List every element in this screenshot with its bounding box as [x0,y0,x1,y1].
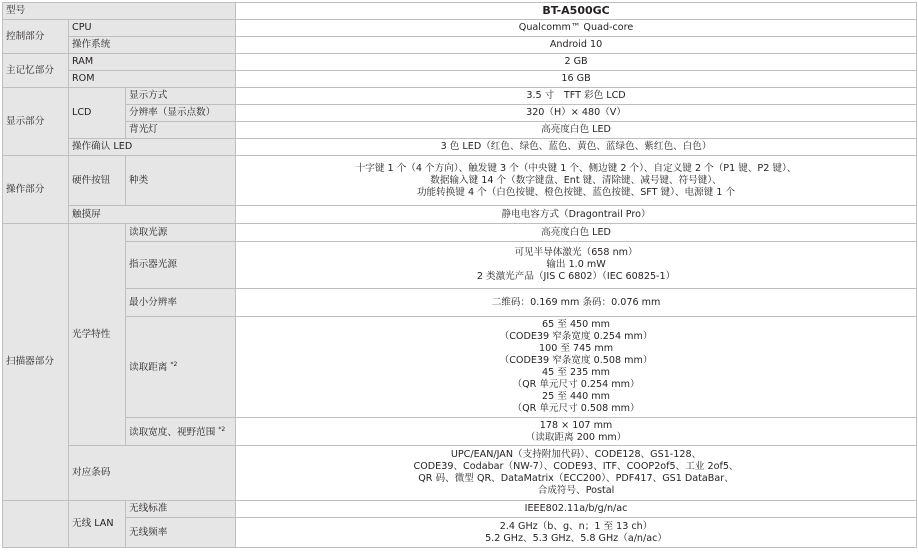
field-value [236,418,917,446]
confirm-led-row [3,139,917,156]
ram-row [3,54,917,71]
frequency-line: 5.2 GHz、5.3 GHz、5.8 GHz（a/n/ac） [485,532,667,544]
distance-line: （CODE39 窄条宽度 0.254 mm） [499,331,653,342]
touch-value: 静电电容方式（Dragontrail Pro） [236,206,917,224]
confirm-led-label: 操作确认 LED [69,139,236,156]
wireless-frequency-label: 无线频率 [126,518,236,548]
pointer-row [3,242,917,289]
pointer-line: 2 类激光产品（JIS C 6802）（IEC 60825-1） [476,271,676,282]
confirm-led-value: 3 色 LED（红色、绿色、蓝色、黄色、蓝绿色、紫红色、白色） [236,139,917,156]
wireless-standard-row [3,501,917,518]
resolution-value: 320（H）× 480（V） [236,105,917,122]
backlight-row [3,122,917,139]
pointer-line: 输出 1.0 mW [546,259,606,270]
display-mode-label: 显示方式 [126,88,236,105]
hardkeys-line: 功能转换键 4 个（白色按键、橙色按键、蓝色按键、SFT 键）、电源键 1 个 [416,186,736,198]
scanner-section-label: 扫描器部分 [3,224,69,501]
codes-label: 对应条码 [69,446,236,501]
cpu-label: CPU [69,20,236,37]
touch-row [3,206,917,224]
light-source-row [3,224,917,242]
codes-row [3,446,917,501]
light-source-value: 高亮度白色 LED [236,224,917,242]
pointer-value [236,242,917,289]
touch-label: 触摸屏 [69,206,236,224]
header-row [3,3,917,20]
wireless-standard-label: 无线标准 [126,501,236,518]
optical-label: 光学特性 [69,224,126,446]
min-resolution-value: 二维码：0.169 mm 条码：0.076 mm [236,289,917,317]
lcd-label: LCD [69,88,126,139]
backlight-value: 高亮度白色 LED [236,122,917,139]
operation-section-label: 操作部分 [3,156,69,224]
memory-section-label: 主记忆部分 [3,54,69,88]
cpu-row [3,20,917,37]
display-section-label: 显示部分 [3,88,69,156]
pointer-line: 可见半导体激光（658 nm） [514,247,638,258]
field-label: 读取宽度、视野范围 [129,427,216,439]
resolution-row [3,105,917,122]
distance-line: 65 至 450 mm [542,319,610,330]
frequency-line: 2.4 GHz（b、g、n；1 至 13 ch） [499,520,653,532]
resolution-label: 分辨率（显示点数） [126,105,236,122]
display-mode-value: 3.5 寸 TFT 彩色 LCD [236,88,917,105]
codes-value [236,446,917,501]
distance-row [3,317,917,418]
hardkeys-kind-label: 种类 [126,156,236,206]
os-value: Android 10 [236,37,917,54]
distance-label: 读取距离 [129,362,168,374]
wireless-frequency-value [236,518,917,548]
model-label: 型号 [3,3,236,20]
codes-line: CODE39、Codabar（NW-7）、CODE93、ITF、COOP2of5、工业 2of5、 [413,461,739,472]
field-line: 178 × 107 mm [539,419,613,431]
field-label-cell [126,418,236,446]
wlan-label: 无线 LAN [69,501,126,548]
hardkeys-line: 数据输入键 14 个（数字键盘、Ent 键、清除键、减号键、符号键）、 [430,174,722,186]
distance-line: 45 至 235 mm [542,367,610,378]
distance-label-cell [126,317,236,418]
distance-line: 100 至 745 mm [539,343,614,354]
ram-value: 2 GB [236,54,917,71]
hardkeys-row [3,156,917,206]
cpu-value: Qualcomm™ Quad-core [236,20,917,37]
rom-label: ROM [69,71,236,88]
codes-line: QR 码、微型 QR、DataMatrix（ECC200）、PDF417、GS1 DataBar、 [418,473,734,484]
distance-line: （QR 单元尺寸 0.254 mm） [512,379,640,390]
backlight-label: 背光灯 [126,122,236,139]
distance-value [236,317,917,418]
spec-table [2,2,917,548]
wireless-section-label [3,501,69,548]
distance-note: *2 [170,361,178,369]
hardkeys-line: 十字键 1 个（4 个方向）、触发键 3 个（中央键 1 个、侧边键 2 个）、自定义键 2 个（P1 键、P2 键）、 [355,162,797,174]
control-section-label: 控制部分 [3,20,69,54]
display-mode-row [3,88,917,105]
wireless-frequency-row [3,518,917,548]
min-resolution-row [3,289,917,317]
codes-line: 合成符号、Postal [537,485,615,496]
pointer-label: 指示器光源 [126,242,236,289]
rom-value: 16 GB [236,71,917,88]
distance-line: （CODE39 窄条宽度 0.508 mm） [499,355,653,366]
field-note: *2 [218,425,226,433]
field-line: （读取距离 200 mm） [525,431,627,443]
os-label: 操作系统 [69,37,236,54]
codes-line: UPC/EAN/JAN（支持附加代码）、CODE128、GS1-128、 [450,449,702,460]
rom-row [3,71,917,88]
model-value: BT-A500GC [236,3,917,20]
distance-line: 25 至 440 mm [542,391,610,402]
os-row [3,37,917,54]
hardkeys-value [236,156,917,206]
hardkeys-label: 硬件按钮 [69,156,126,206]
wireless-standard-value: IEEE802.11a/b/g/n/ac [236,501,917,518]
light-source-label: 读取光源 [126,224,236,242]
distance-line: （QR 单元尺寸 0.508 mm） [512,403,640,414]
min-resolution-label: 最小分辨率 [126,289,236,317]
field-row [3,418,917,446]
ram-label: RAM [69,54,236,71]
